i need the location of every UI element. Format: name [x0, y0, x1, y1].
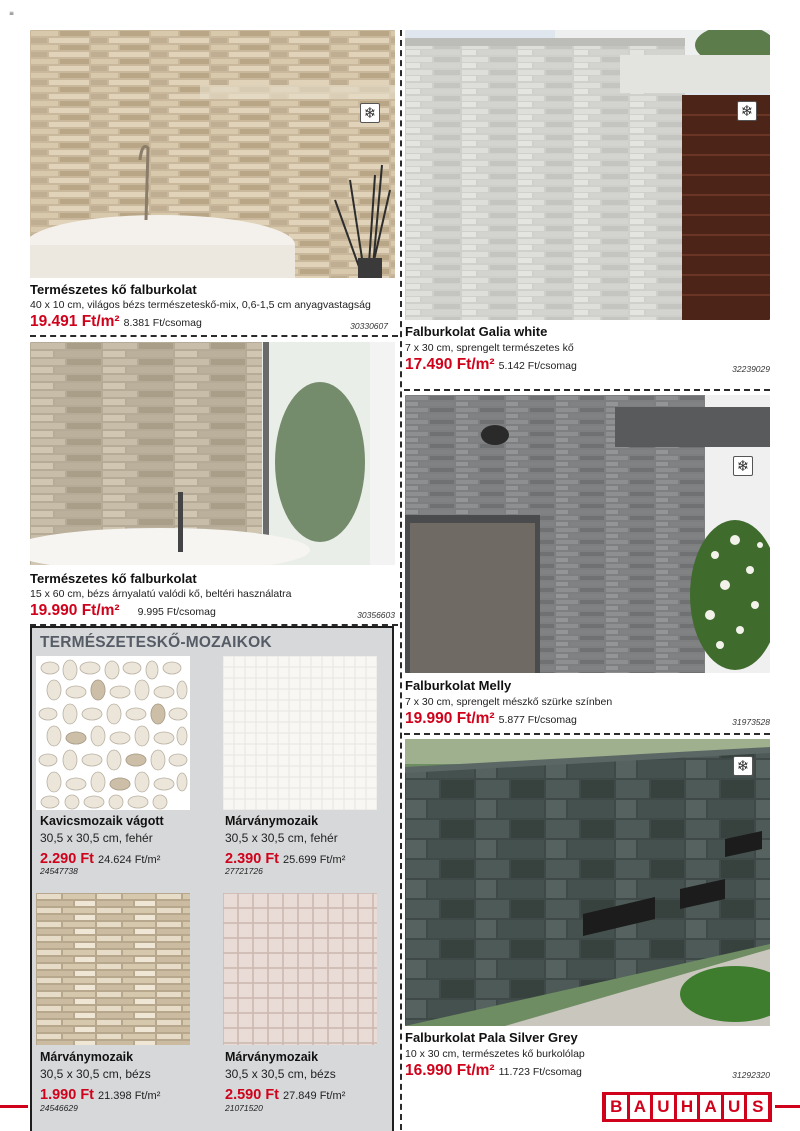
product-description: 15 x 60 cm, bézs árnyalatú valódi kő, beltéri használatra — [30, 588, 292, 600]
product-photo-white-stone-wall — [405, 30, 770, 320]
product-price: 19.491 Ft/m² — [30, 313, 120, 330]
mosaic-item-price-row — [40, 1084, 160, 1103]
mosaic-item-unit-price: 25.699 Ft/m² — [283, 854, 346, 866]
mosaic-item-unit-price: 21.398 Ft/m² — [98, 1090, 161, 1102]
column-divider — [400, 30, 402, 1130]
mosaic-item-name: Kavicsmozaik vágott — [40, 814, 164, 828]
mosaic-photo-beige-strips — [36, 893, 190, 1045]
footer-rule-right — [775, 1105, 800, 1108]
mosaic-item-name: Márványmozaik — [40, 1050, 134, 1064]
snowflake-icon: ❄ — [360, 103, 380, 123]
product-package-price: 9.995 Ft/csomag — [137, 606, 216, 618]
mosaic-item-price: 1.990 Ft — [40, 1087, 94, 1103]
product-package-price: 5.877 Ft/csomag — [498, 714, 577, 726]
mosaic-item-price: 2.290 Ft — [40, 851, 94, 867]
mosaic-photo-white-marble — [223, 656, 377, 810]
bauhaus-logo-letter: A — [630, 1095, 651, 1119]
row-divider — [404, 733, 770, 735]
mosaic-item-price-row — [225, 1084, 345, 1103]
mosaic-item-size: 30,5 x 30,5 cm, fehér — [225, 831, 338, 845]
mosaic-item-size: 30,5 x 30,5 cm, bézs — [225, 1067, 336, 1081]
product-description: 7 x 30 cm, sprengelt természetes kő — [405, 342, 574, 354]
mosaic-item-size: 30,5 x 30,5 cm, bézs — [40, 1067, 151, 1081]
product-photo-grey-stone-wall — [405, 395, 770, 673]
product-package-price: 5.142 Ft/csomag — [498, 360, 577, 372]
product-description: 40 x 10 cm, világos bézs természeteskő-mix, 0,6-1,5 cm anyagvastagság — [30, 299, 371, 311]
product-package-price: 11.723 Ft/csomag — [498, 1066, 582, 1078]
mosaic-item-code: 24547738 — [40, 866, 78, 876]
page-marker: ≡ — [9, 10, 16, 17]
product-code: 30330607 — [350, 321, 388, 331]
product-title: Természetes kő falburkolat — [30, 282, 197, 297]
mosaic-item-code: 27721726 — [225, 866, 263, 876]
row-divider — [30, 335, 398, 337]
bauhaus-logo-letter: S — [747, 1095, 768, 1119]
bauhaus-logo-letter: H — [677, 1095, 698, 1119]
mosaic-item-size: 30,5 x 30,5 cm, fehér — [40, 831, 153, 845]
product-code: 31292320 — [732, 1070, 770, 1080]
row-divider — [404, 389, 770, 391]
bauhaus-logo — [602, 1092, 772, 1122]
mosaic-item-name: Márványmozaik — [225, 814, 319, 828]
product-price: 16.990 Ft/m² — [405, 1062, 495, 1079]
mosaic-item-unit-price: 27.849 Ft/m² — [283, 1090, 346, 1102]
product-price: 19.990 Ft/m² — [30, 602, 120, 619]
footer-rule-left — [0, 1105, 28, 1108]
product-title: Falburkolat Melly — [405, 678, 512, 693]
product-package-price: 8.381 Ft/csomag — [123, 317, 202, 329]
mosaic-item-price: 2.590 Ft — [225, 1087, 279, 1103]
product-price-row — [405, 1062, 582, 1080]
snowflake-icon: ❄ — [733, 756, 753, 776]
mosaic-heading: TERMÉSZETESKŐ-MOZAIKOK — [40, 634, 272, 651]
mosaic-item-code: 21071520 — [225, 1103, 263, 1113]
product-description: 7 x 30 cm, sprengelt mészkő szürke színben — [405, 696, 613, 708]
mosaic-item-code: 24546629 — [40, 1103, 78, 1113]
product-title: Természetes kő falburkolat — [30, 571, 197, 586]
product-title: Falburkolat Galia white — [405, 324, 548, 339]
product-description: 10 x 30 cm, természetes kő burkolólap — [405, 1048, 585, 1060]
product-price-row — [30, 313, 202, 331]
product-title: Falburkolat Pala Silver Grey — [405, 1030, 578, 1045]
product-price-row — [405, 356, 577, 374]
product-price-row — [30, 602, 216, 620]
product-photo-bathroom-stone-wall — [30, 30, 395, 278]
product-price-row — [405, 710, 577, 728]
product-photo-bathtub-stone-wall — [30, 342, 395, 565]
bauhaus-logo-letter: U — [653, 1095, 674, 1119]
product-code: 31973528 — [732, 717, 770, 727]
mosaic-item-unit-price: 24.624 Ft/m² — [98, 854, 161, 866]
bauhaus-logo-letter: B — [606, 1095, 627, 1119]
mosaic-item-name: Márványmozaik — [225, 1050, 319, 1064]
product-photo-slate-stone-wall — [405, 739, 770, 1026]
product-price: 19.990 Ft/m² — [405, 710, 495, 727]
bauhaus-logo-letter: U — [724, 1095, 745, 1119]
mosaic-item-price-row — [40, 848, 160, 867]
mosaic-photo-beige-marble — [223, 893, 377, 1045]
mosaic-item-price: 2.390 Ft — [225, 851, 279, 867]
mosaic-photo-pebble — [36, 656, 190, 810]
snowflake-icon: ❄ — [733, 456, 753, 476]
product-code: 32239029 — [732, 364, 770, 374]
product-code: 30356603 — [357, 610, 395, 620]
snowflake-icon: ❄ — [737, 101, 757, 121]
product-price: 17.490 Ft/m² — [405, 356, 495, 373]
mosaic-item-price-row — [225, 848, 345, 867]
bauhaus-logo-letter: A — [700, 1095, 721, 1119]
